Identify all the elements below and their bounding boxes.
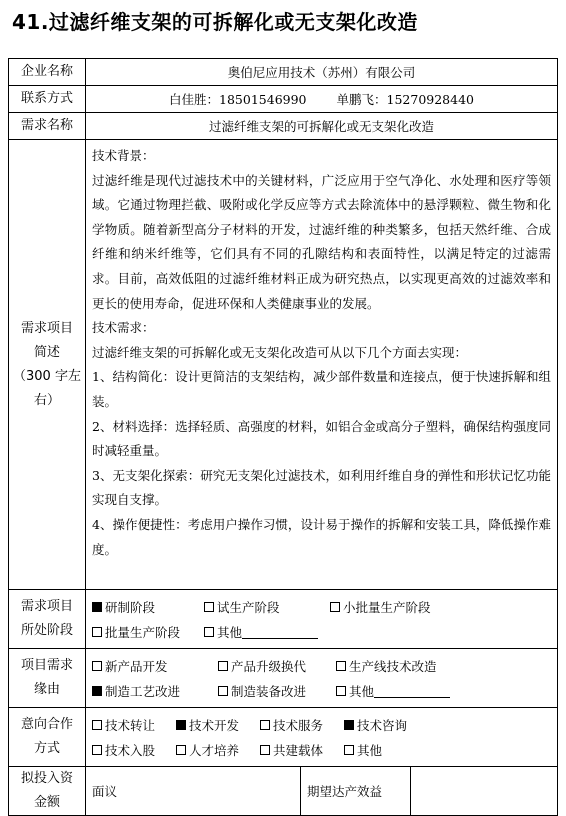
origin-options xyxy=(86,649,558,708)
checkbox-icon xyxy=(92,745,102,755)
other-blank-line[interactable] xyxy=(374,683,450,698)
description-label-line2: 简述 xyxy=(33,344,60,360)
cooperation-option[interactable]: 技术开发 xyxy=(176,716,260,734)
description-paragraph: 技术背景： xyxy=(92,148,155,163)
description-paragraph: 技术需求： xyxy=(92,320,155,336)
checkbox-icon xyxy=(330,602,340,612)
origin-option[interactable]: 制造装备改进 xyxy=(218,682,336,700)
checkbox-icon xyxy=(176,745,186,755)
origin-option[interactable]: 新产品开发 xyxy=(92,657,218,675)
row-investment xyxy=(9,767,558,816)
demand-name-label: 需求名称 xyxy=(9,113,86,140)
origin-label-line1: 项目需求 xyxy=(20,658,73,673)
cooperation-option[interactable]: 共建载体 xyxy=(260,741,344,759)
checkbox-icon xyxy=(204,602,214,612)
checkbox-icon xyxy=(176,720,186,730)
stage-option[interactable]: 其他 xyxy=(204,623,318,641)
row-contact xyxy=(9,86,558,113)
checkbox-icon xyxy=(92,686,102,696)
checkbox-icon xyxy=(336,686,346,696)
cooperation-option[interactable]: 技术服务 xyxy=(260,716,344,734)
stage-label-line1: 需求项目 xyxy=(20,599,73,614)
demand-name-value: 过滤纤维支架的可拆解化或无支架化改造 xyxy=(86,113,558,140)
contact-label: 联系方式 xyxy=(9,86,86,113)
origin-label xyxy=(9,649,86,708)
stage-option[interactable]: 试生产阶段 xyxy=(204,598,330,616)
description-label xyxy=(9,140,86,590)
checkbox-icon xyxy=(260,745,270,755)
origin-label-line2: 缘由 xyxy=(33,682,60,697)
description-paragraph: 过滤纤维支架的可拆解化或无支架化改造可从以下几个方面去实现： xyxy=(92,344,468,360)
description-paragraph: 3、无支架化探索：研究无支架化过滤技术，如利用纤维自身的弹性和形状记忆功能实现自支撑。 xyxy=(92,467,552,508)
description-paragraph: 2、材料选择：选择轻质、高强度的材料，如铝合金或高分子塑料，确保结构强度同时减轻重量。 xyxy=(92,418,552,459)
benefit-label: 期望达产效益 xyxy=(301,767,411,816)
cooperation-option[interactable]: 其他 xyxy=(344,741,382,759)
stage-option[interactable]: 研制阶段 xyxy=(92,598,204,616)
checkbox-icon xyxy=(92,627,102,637)
description-label-line3: （300 字左 xyxy=(13,368,81,384)
investment-label-line1: 拟投入资 xyxy=(20,771,73,786)
checkbox-icon xyxy=(92,661,102,671)
stage-options xyxy=(86,590,558,649)
cooperation-label xyxy=(9,708,86,767)
checkbox-icon xyxy=(344,720,354,730)
checkbox-icon xyxy=(218,661,228,671)
contact-person-1: 白佳胜：18501546990 xyxy=(169,92,307,107)
stage-label xyxy=(9,590,86,649)
contact-person-2: 单鹏飞：15270928440 xyxy=(336,92,474,107)
origin-option[interactable]: 其他 xyxy=(336,682,450,700)
cooperation-label-line2: 方式 xyxy=(33,741,60,756)
row-stage xyxy=(9,590,558,649)
description-body xyxy=(86,140,558,590)
checkbox-icon xyxy=(204,627,214,637)
demand-form-table xyxy=(8,58,558,816)
description-paragraph: 过滤纤维是现代过滤技术中的关键材料，广泛应用于空气净化、水处理和医疗等领域。它通过物理拦截、吸附或化学反应等方式去除流体中的悬浮颗粒、微生物和化学物质。随着新型高分子材料的开发，过滤纤维的种类繁多，包括天然纤维、合成纤维和纳米纤维等，它们具有不同的孔隙结构和表面特性，以满足特定的过滤需求。目前，高效低阻的过滤纤维材料正成为研究热点，以实现更高效的过滤效率和更长的使用寿命，促进环保和人类健康事业的发展。 xyxy=(92,172,552,311)
origin-option[interactable]: 制造工艺改进 xyxy=(92,682,218,700)
contact-value xyxy=(86,86,558,113)
row-company xyxy=(9,59,558,86)
row-cooperation xyxy=(9,708,558,767)
origin-option[interactable]: 生产线技术改造 xyxy=(336,657,437,675)
benefit-value xyxy=(411,767,558,816)
checkbox-icon xyxy=(260,720,270,730)
company-label: 企业名称 xyxy=(9,59,86,86)
investment-label-line2: 金额 xyxy=(33,795,60,810)
investment-value: 面议 xyxy=(86,767,301,816)
description-paragraph: 4、操作便捷性：考虑用户操作习惯，设计易于操作的拆解和安装工具，降低操作难度。 xyxy=(92,516,552,557)
cooperation-option[interactable]: 技术咨询 xyxy=(344,716,407,734)
other-blank-line[interactable] xyxy=(242,624,318,639)
description-paragraph: 1、结构简化：设计更简洁的支架结构，减少部件数量和连接点，便于快速拆解和组装。 xyxy=(92,369,552,409)
description-label-line4: 右） xyxy=(33,392,60,408)
checkbox-icon xyxy=(336,661,346,671)
cooperation-options xyxy=(86,708,558,767)
checkbox-icon xyxy=(218,686,228,696)
origin-option[interactable]: 产品升级换代 xyxy=(218,657,336,675)
checkbox-icon xyxy=(92,720,102,730)
stage-option[interactable]: 批量生产阶段 xyxy=(92,623,204,641)
description-label-line1: 需求项目 xyxy=(20,320,73,336)
row-origin xyxy=(9,649,558,708)
investment-label xyxy=(9,767,86,816)
row-description xyxy=(9,140,558,590)
cooperation-label-line1: 意向合作 xyxy=(20,717,73,732)
checkbox-icon xyxy=(92,602,102,612)
cooperation-option[interactable]: 技术转让 xyxy=(92,716,176,734)
checkbox-icon xyxy=(344,745,354,755)
document-title: 41.过滤纤维支架的可拆解化或无支架化改造 xyxy=(12,10,418,34)
cooperation-option[interactable]: 技术入股 xyxy=(92,741,176,759)
cooperation-option[interactable]: 人才培养 xyxy=(176,741,260,759)
row-demand-name xyxy=(9,113,558,140)
stage-label-line2: 所处阶段 xyxy=(20,623,73,638)
company-value: 奥伯尼应用技术（苏州）有限公司 xyxy=(86,59,558,86)
stage-option[interactable]: 小批量生产阶段 xyxy=(330,598,431,616)
